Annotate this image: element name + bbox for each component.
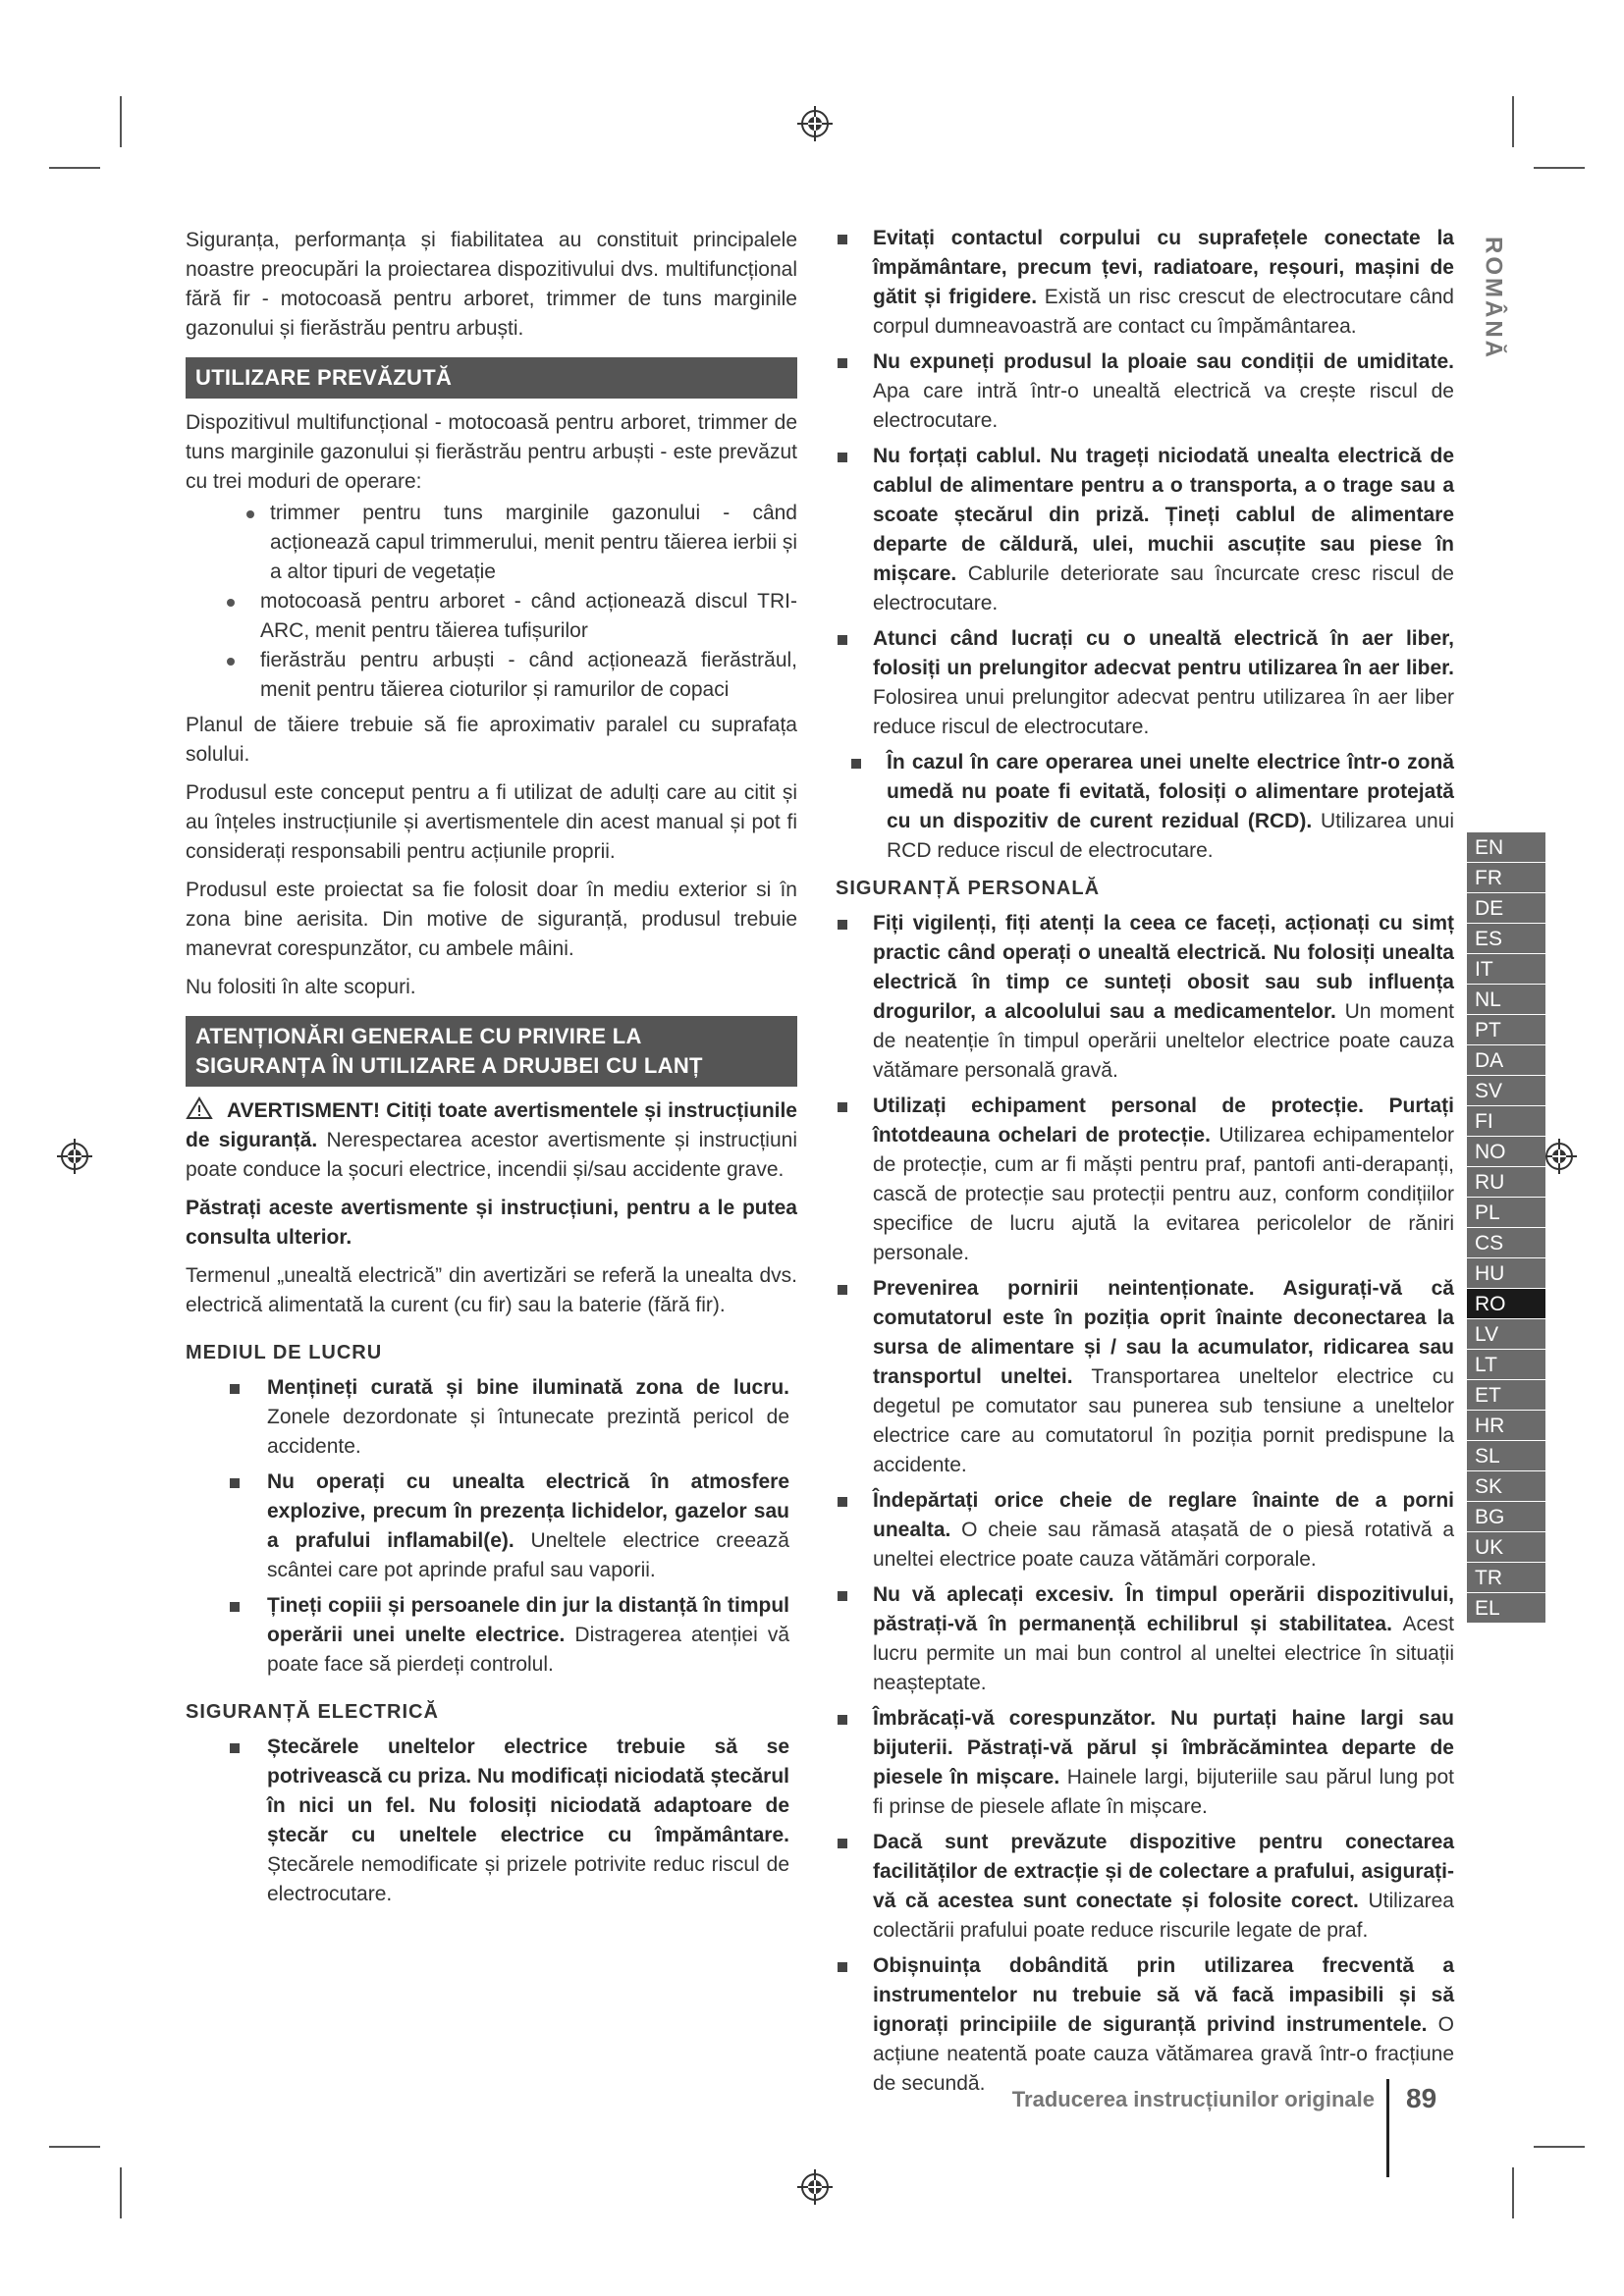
item-bold: Utilizați echipament personal de protecție. Purtați întotdeauna ochelari de protecție.: [873, 1095, 1454, 1147]
list-item: fierăstrău pentru arbuști - când acționează fierăstrăul, menit pentru tăierea cioturilor și ramurilor de copaci: [186, 646, 797, 705]
crop-mark: [1512, 2167, 1514, 2218]
warning-bold-text: AVERTISMENT! Citiți toate avertismentele și instrucțiunile de siguranță.: [186, 1099, 797, 1151]
crop-mark: [1534, 167, 1585, 169]
footer-divider: [1386, 2079, 1389, 2177]
list-item: [836, 442, 1454, 618]
item-bold: Mențineți curată și bine iluminată zona de lucru.: [267, 1376, 789, 1399]
registration-mark-icon: [55, 1137, 94, 1176]
language-tab-hr: HR: [1467, 1411, 1545, 1441]
cutting-plane-paragraph: Planul de tăiere trebuie să fie aproximativ paralel cu suprafața solului.: [186, 714, 797, 766]
item-text: Zonele dezordonate și întunecate prezintă pericol de accidente.: [267, 1406, 789, 1458]
item-text: Apa care intră într-o unealtă electrică va crește riscul de electrocutare.: [873, 380, 1454, 432]
item-bold: Nu vă aplecați excesiv. În timpul operării dispozitivului, păstrați-vă în permanență echilibrul și stabilitatea.: [873, 1583, 1454, 1635]
term-definition-paragraph: Termenul „unealtă electrică” din avertizări se referă la unealta dvs. electrică alimentată la curent (cu fir) sau la baterie (fără fir).: [186, 1264, 797, 1316]
registration-mark-icon: [795, 104, 835, 143]
intro-paragraph: Siguranța, performanța și fiabilitatea au constituit principalele noastre preocupări la proiectarea dispozitivului dvs. multifuncțional fără fir - motocoasă pentru arboret, trimmer de tuns marginile gazonului și fierăstrău pentru arbuști.: [186, 229, 797, 340]
item-text: Hainele largi, bijuteriile sau părul lung pot fi prinse de piesele aflate în mișcare.: [873, 1766, 1454, 1818]
language-tab-sk: SK: [1467, 1471, 1545, 1502]
item-bold: Nu operați cu unealta electrică în atmosfere explozive, precum în prezența lichidelor, gazelor sau a prafului inflamabil(e).: [267, 1470, 789, 1552]
language-tab-el: EL: [1467, 1593, 1545, 1624]
item-text: Un moment de neatenție în timpul operării uneltelor electrice poate cauza vătămare personală gravă.: [873, 1000, 1454, 1082]
footer-translation-note: Traducerea instrucțiunilor originale: [1011, 2087, 1375, 2111]
language-tab-lt: LT: [1467, 1350, 1545, 1380]
language-tab-ru: RU: [1467, 1167, 1545, 1198]
crop-mark: [120, 2167, 122, 2218]
list-item: [836, 1828, 1454, 1946]
warning-text: Nerespectarea acestor avertismente și instrucțiuni poate conduce la șocuri electrice, incendii și/sau accidente grave.: [186, 1129, 797, 1181]
list-item: [836, 1486, 1454, 1575]
language-tab-hu: HU: [1467, 1258, 1545, 1289]
list-item: [836, 1274, 1454, 1480]
list-item: [836, 1092, 1454, 1268]
right-column: [836, 224, 1454, 2105]
language-tab-sv: SV: [1467, 1076, 1545, 1106]
subheading-personal-safety: SIGURANȚĂ PERSONALĂ: [836, 878, 1101, 899]
section-heading-intended-use: UTILIZARE PREVĂZUTĂ: [186, 357, 797, 399]
personal-safety-list: [836, 909, 1454, 2099]
item-text: O acțiune neatentă poate cauza vătămarea gravă într-o fracțiune de secundă.: [873, 2013, 1455, 2095]
item-bold: Fiți vigilenți, fiți atenți la ceea ce faceți, acționați cu simț practic când operați o unealtă electrică. Nu folosiți unealta electrică în timp ce sunteți obosit sau sub influența drogurilor, a alcoolului sau a medicamentelor.: [873, 912, 1454, 1023]
heading-line: ATENȚIONĂRI GENERALE CU PRIVIRE LA: [195, 1024, 642, 1048]
electrical-safety-list-continued: [836, 224, 1454, 866]
crop-mark: [49, 167, 100, 169]
keep-instructions-bold: Păstrați aceste avertismente și instrucțiuni, pentru a le putea consulta ulterior.: [186, 1197, 797, 1249]
keep-instructions-paragraph: [186, 1194, 797, 1253]
list-item: [836, 347, 1454, 436]
language-tab-pl: PL: [1467, 1198, 1545, 1228]
language-tab-no: NO: [1467, 1137, 1545, 1167]
language-tab-de: DE: [1467, 893, 1545, 924]
work-area-list: [186, 1373, 797, 1680]
crop-mark: [120, 96, 122, 147]
item-text: Distragerea atenției vă poate face să pierdeți controlul.: [267, 1624, 789, 1676]
language-tab-nl: NL: [1467, 985, 1545, 1015]
registration-mark-icon: [795, 2167, 835, 2207]
list-item: [836, 624, 1454, 742]
subheading-electrical-safety: SIGURANȚĂ ELECTRICĂ: [186, 1701, 439, 1723]
language-tab-fr: FR: [1467, 863, 1545, 893]
list-item: [836, 1580, 1454, 1698]
item-bold: Dacă sunt prevăzute dispozitive pentru conectarea facilităților de extracție și de colectare a prafului, asigurați-vă că acestea sunt conectate și folosite corect.: [873, 1831, 1454, 1912]
item-bold: Țineți copiii și persoanele din jur la distanță în timpul operării unei unelte electrice.: [267, 1594, 789, 1646]
item-text: Utilizarea echipamentelor de protecție, cum ar fi măști pentru praf, pantofi anti-derapanți, cască de protecție sau protecții pentru auz, conform condițiilor specifice de lucru ajută la evitarea pericolelor de răniri personale.: [873, 1124, 1454, 1264]
electrical-safety-list: [186, 1733, 797, 1909]
list-item: [836, 1704, 1454, 1822]
list-item: [186, 1591, 797, 1680]
language-tab-sl: SL: [1467, 1441, 1545, 1471]
vertical-language-title-text: ROMÂNĂ: [1480, 237, 1507, 360]
operating-modes-list: [186, 499, 797, 705]
item-text: Folosirea unui prelungitor adecvat pentru utilizarea în aer liber reduce riscul de electrocutare.: [873, 686, 1454, 738]
list-item: [836, 1951, 1454, 2099]
no-other-use-paragraph: Nu folositi în alte scopuri.: [186, 976, 416, 998]
warning-triangle-icon: [186, 1096, 213, 1120]
item-text: O cheie sau rămasă atașată de o piesă rotativă a uneltei electrice poate cauza vătămări corporale.: [873, 1519, 1454, 1571]
item-text: Ștecărele nemodificate și prizele potrivite reduc riscul de electrocutare.: [267, 1853, 789, 1905]
language-tab-it: IT: [1467, 954, 1545, 985]
language-tab-lv: LV: [1467, 1319, 1545, 1350]
page-number: 89: [1406, 2083, 1437, 2113]
list-item: trimmer pentru tuns marginile gazonului - când acționează capul trimmerului, menit pentru tăierea ierbii și a altor tipuri de vegetație: [186, 499, 797, 587]
item-bold: Îmbrăcați-vă corespunzător. Nu purtați haine largi sau bijuterii. Păstrați-vă părul și îmbrăcămintea departe de piesele în mișcare.: [873, 1707, 1454, 1789]
item-text: Acest lucru permite un mai bun control al uneltei electrice în situații neașteptate.: [873, 1613, 1454, 1694]
heading-line: SIGURANȚA ÎN UTILIZARE A DRUJBEI CU LANȚ: [195, 1053, 703, 1078]
language-tab-da: DA: [1467, 1045, 1545, 1076]
item-bold: Prevenirea pornirii neintenționate. Asigurați-vă că comutatorul este în poziția oprit înainte deconectarea la sursa de alimentare și / sau la acumulator, ridicarea sau transportul uneltei.: [873, 1277, 1454, 1388]
language-tab-fi: FI: [1467, 1106, 1545, 1137]
item-text: Există un risc crescut de electrocutare când corpul dumneavoastră are contact cu împământarea.: [873, 286, 1454, 338]
item-bold: Ștecărele uneltelor electrice trebuie să se potrivească cu priza. Nu modificați niciodată ștecărul în nici un fel. Nu folosiți niciodată adaptoare de ștecăr cu uneltele electrice cu împământare.: [267, 1735, 789, 1846]
list-item: [186, 1373, 797, 1462]
outdoor-use-paragraph: Produsul este proiectat sa fie folosit doar în mediu exterior si în zona bine aerisita. Din motive de siguranță, produsul trebuie manevrat corespunzător, cu ambele mâini.: [186, 879, 797, 960]
registration-mark-icon: [1540, 1137, 1579, 1176]
item-bold: Evitați contactul corpului cu suprafețele conectate la împământare, precum țevi, radiatoare, reșouri, mașini de gătit și frigidere.: [873, 227, 1454, 308]
subheading-work-area: MEDIUL DE LUCRU: [186, 1342, 383, 1363]
item-bold: În cazul în care operarea unei unelte electrice într-o zonă umedă nu poate fi evitată, folosiți o alimentare protejată cu un dispozitiv de curent rezidual (RCD).: [887, 751, 1454, 832]
language-tab-ro: RO: [1467, 1289, 1545, 1319]
list-item: [186, 1733, 797, 1909]
vertical-language-title: [1473, 230, 1512, 367]
language-tab-bg: BG: [1467, 1502, 1545, 1532]
adult-use-paragraph: Produsul este conceput pentru a fi utilizat de adulți care au citit și au înțeles instrucțiunile și avertismentele din acest manual și pot fi considerați responsabili pentru acțiunile proprii.: [186, 781, 797, 863]
crop-mark: [49, 2146, 100, 2148]
list-item: [186, 1468, 797, 1585]
item-text: Uneltele electrice creează scântei care pot aprinde praful sau vaporii.: [267, 1529, 789, 1581]
intended-use-paragraph: Dispozitivul multifuncțional - motocoasă pentru arboret, trimmer de tuns marginile gazonului și fierăstrău pentru arbuști - este prevăzut cu trei moduri de operare:: [186, 411, 797, 493]
item-bold: Atunci când lucrați cu o unealtă electrică în aer liber, folosiți un prelungitor adecvat pentru utilizarea în aer liber.: [873, 627, 1454, 679]
list-item: motocoasă pentru arboret - când acționează discul TRI-ARC, menit pentru tăierea tufișurilor: [186, 587, 797, 646]
crop-mark: [1534, 2146, 1585, 2148]
language-tab-en: EN: [1467, 832, 1545, 863]
list-item: [836, 224, 1454, 342]
language-tab-uk: UK: [1467, 1532, 1545, 1563]
warning-paragraph: [186, 1096, 797, 1185]
crop-mark: [1512, 96, 1514, 147]
item-text: Cablurile deteriorate sau încurcate cresc riscul de electrocutare.: [873, 562, 1454, 614]
language-tabs: [1467, 832, 1545, 1624]
language-tab-et: ET: [1467, 1380, 1545, 1411]
language-tab-cs: CS: [1467, 1228, 1545, 1258]
language-tab-tr: TR: [1467, 1563, 1545, 1593]
language-tab-es: ES: [1467, 924, 1545, 954]
item-bold: Nu forțați cablul. Nu trageți niciodată unealta electrică de cablul de alimentare pentru a o transporta, a o trage sau a scoate ștecărul din priză. Țineți cablul de alimentare departe de căldură, ulei, muchii ascuțite sau piese în mișcare.: [873, 445, 1454, 585]
item-bold: Îndepărtați orice cheie de reglare înainte de a porni unealta.: [873, 1489, 1454, 1541]
list-item: [849, 748, 1454, 866]
section-heading-general-warnings: [186, 1016, 797, 1087]
list-item: [836, 909, 1454, 1086]
item-text: Transportarea uneltelor electrice cu degetul pe comutator sau punerea sub tensiune a uneltelor electrice care au comutatorul în poziția pornit predispune la accidente.: [873, 1365, 1454, 1476]
item-bold: Nu expuneți produsul la ploaie sau condiții de umiditate.: [873, 350, 1454, 373]
item-text: Utilizarea colectării prafului poate reduce riscurile legate de praf.: [873, 1890, 1454, 1942]
item-text: Utilizarea unui RCD reduce riscul de electrocutare.: [887, 810, 1454, 862]
item-bold: Obișnuința dobândită prin utilizarea frecventă a instrumentelor nu trebuie să vă facă impasibili și să ignorați principiile de siguranță privind instrumentele.: [873, 1954, 1454, 2036]
language-tab-pt: PT: [1467, 1015, 1545, 1045]
left-column: [186, 226, 797, 1915]
